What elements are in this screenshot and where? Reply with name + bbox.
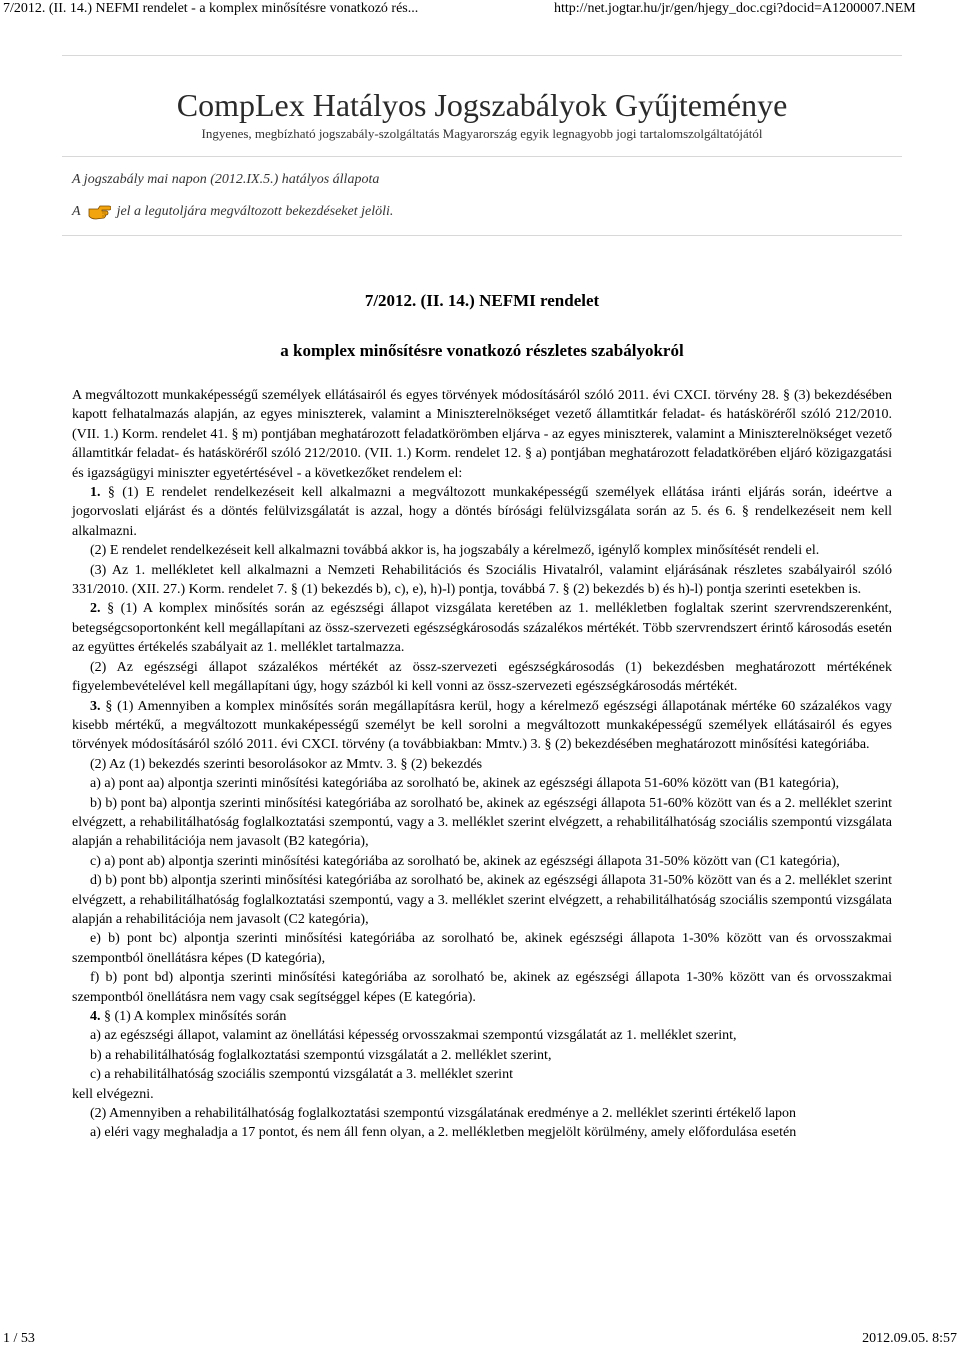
- print-header: [0, 0, 960, 20]
- legend-prefix: A: [72, 204, 81, 219]
- section-4-para-2-point-a: a) eléri vagy meghaladja a 17 pontot, és nem áll fenn olyan, a 2. mellékletben megjelölt körülmény, amely előfordulása esetén: [90, 1125, 797, 1141]
- legend-text: jel a legutoljára megváltozott bekezdéseket jelöli.: [116, 204, 394, 219]
- print-header-title: 7/2012. (II. 14.) NEFMI rendelet - a komplex minősítésre vonatkozó rés...: [3, 1, 419, 16]
- section-number: 1.: [90, 485, 101, 501]
- change-marker-legend: [72, 203, 892, 221]
- section-number: 2.: [90, 601, 101, 617]
- print-datetime: 2012.09.05. 8:57: [862, 1331, 957, 1346]
- section-3-point-b: b) b) pont ba) alpontja szerinti minősítési kategóriába az sorolható be, akinek az egészségi állapota 51-60% között van és a 2. melléklet szerint elvégzett, a rehabilitálhatóság foglalkoztatási szempontú, vagy a 3. melléklet szerint elvégzett, a rehabilitálhatóság szociális szempontú vizsgálata alapján a rehabilitációja nem javasolt (B2 kategória),: [72, 795, 892, 850]
- section-3-point-d: d) b) pont bb) alpontja szerinti minősítési kategóriába az sorolható be, akinek az egészségi állapota 31-50% között van és a 2. melléklet szerint elvégzett, a rehabilitálhatóság foglalkoztatási szempontú, vagy a 3. melléklet szerint elvégzett, a rehabilitálhatóság szociális szempontú vizsgálata alapján a rehabilitációja nem javasolt (C2 kategória),: [72, 873, 892, 927]
- preamble: A megváltozott munkaképességű személyek ellátásairól és egyes törvények módosításáról szóló 2011. évi CXCI. törvény 28. § (3) bekezdésében kapott felhatalmazás alapján, az egyes miniszterek, valamint a Miniszterelnökséget vezető államtitkár feladat- és hatásköréről szóló 212/2010. (VII. 1.) Korm. rendelet 41. § m) pontjában meghatározott feladatkörömben eljárva - az egyes miniszterek, valamint a Miniszterelnökséget vezető államtitkár feladat- és hatásköréről szóló 212/2010. (VII. 1.) Korm. rendelet 12. § a) pontjában meghatározott feladatkörében eljáró közigazgatási és igazságügyi miniszter egyetértésével - a következőket rendelem el:: [72, 388, 892, 481]
- print-header-url: http://net.jogtar.hu/jr/gen/hjegy_doc.cgi?docid=A1200007.NEM: [554, 1, 916, 16]
- section-2-para-1: 2. § (1) A komplex minősítés során az egészségi állapot vizsgálata keretében az 1. mellékletben foglaltak szerint szervrendszerenként, betegségcsoportonként kell megállapítani az össz-szervezeti egészségkárosodás százalékos mértékét. Több szervrendszert érintő károsodás esetén az együttes értékelés szabályait az 1. melléklet tartalmazza.: [72, 601, 893, 656]
- section-3-point-a: a) a) pont aa) alpontja szerinti minősítési kategóriába az sorolható be, akinek az egészségi állapota 51-60% között van (B1 kategória),: [90, 776, 840, 792]
- law-document: [62, 290, 902, 1143]
- section-4-para-2: (2) Amennyiben a rehabilitálhatóság foglalkoztatási szempontú vizsgálatának eredménye a 2. melléklet szerinti értékelő lapon: [90, 1106, 796, 1122]
- section-2-para-2: (2) Az egészségi állapot százalékos mértékét az össz-szervezeti egészségkárosodás (1) bekezdésben meghatározott mértékének figyelembevételével kell megállapítani úgy, hogy százból ki kell vonni az össz-szervezeti egészségkárosodás mértékét.: [72, 659, 892, 695]
- section-4-point-a: a) az egészségi állapot, valamint az önellátási képesség orvosszakmai szempontú vizsgálatát az 1. melléklet szerint,: [90, 1028, 737, 1044]
- section-3-point-e: e) b) pont bc) alpontja szerinti minősítési kategóriába az sorolható be, akinek egészségi állapota 1-30% között van és orvosszakmai szempontból önellátásra képes (D kategória),: [72, 931, 892, 966]
- document-body: [72, 386, 892, 1143]
- section-1-para-1: 1. § (1) E rendelet rendelkezéseit kell alkalmazni a megváltozott munkaképességű személyek ellátása iránti eljárás során, ideértve a jogorvoslati eljárást és a döntés felülvizsgálatát is azzal, hogy a döntés bírósági felülvizsgálata során az 5. és 6. § rendelkezéseit nem kell alkalmazni.: [72, 485, 893, 539]
- section-4-tail: kell elvégezni.: [72, 1086, 154, 1102]
- document-number: 7/2012. (II. 14.) NEFMI rendelet: [364, 291, 600, 310]
- divider: [62, 235, 902, 236]
- section-number: 4.: [90, 1009, 101, 1024]
- section-3-point-c: c) a) pont ab) alpontja szerinti minősítési kategóriába az sorolható be, akinek az egészségi állapota 31-50% között van (C1 kategória),: [90, 853, 840, 869]
- site-title: CompLex Hatályos Jogszabályok Gyűjteménye: [176, 87, 788, 123]
- divider: [62, 55, 902, 56]
- section-4-point-c: c) a rehabilitálhatóság szociális szempontú vizsgálatát a 3. melléklet szerint: [90, 1067, 513, 1083]
- section-number: 3.: [90, 698, 101, 714]
- site-subtitle: Ingyenes, megbízható jogszabály-szolgáltatás Magyarország egyik legnagyobb jogi tartalomszolgáltatójától: [201, 126, 763, 141]
- divider: [62, 156, 902, 157]
- print-footer: [0, 1328, 960, 1350]
- section-4-point-b: b) a rehabilitálhatóság foglalkoztatási szempontú vizsgálatát a 2. melléklet szerint,: [90, 1047, 552, 1063]
- pointing-hand-icon: [87, 203, 111, 221]
- section-3-para-1: 3. § (1) Amennyiben a komplex minősítés során megállapításra kerül, hogy a kérelmező egészségi állapotának mértéke 60 százalékos vagy kisebb mértékű, a megváltozott munkaképességű személyt be kell sorolni a megváltozott munkaképességű személyek ellátásairól és egyes törvények módosításáról szóló 2011. évi CXCI. törvény (a továbbiakban: Mmtv.) 3. § (2) bekezdésében meghatározott minősítési kategóriába.: [72, 698, 893, 753]
- section-1-para-3: (3) Az 1. mellékletet kell alkalmazni a Nemzeti Rehabilitációs és Szociális Hivatalról, valamint eljárásának részletes szabályairól szóló 331/2010. (XII. 27.) Korm. rendelet 7. § (1) bekezdés b), c), e), h)-l) pontja, továbbá 7. § (2) bekezdés b) és h)-l) pontja szerinti esetekben is.: [72, 562, 892, 598]
- effective-state-note: A jogszabály mai napon (2012.IX.5.) hatályos állapota: [72, 172, 380, 187]
- page-counter: 1 / 53: [3, 1331, 35, 1346]
- document-title: a komplex minősítésre vonatkozó részletes szabályokról: [280, 341, 684, 360]
- section-1-para-2: (2) E rendelet rendelkezéseit kell alkalmazni továbbá akkor is, ha jogszabály a kérelmező, igénylő komplex minősítését rendeli el.: [90, 543, 820, 559]
- section-4-para-1: 4. § (1) A komplex minősítés során: [90, 1009, 287, 1024]
- section-3-point-f: f) b) pont bd) alpontja szerinti minősítési kategóriába az sorolható be, akinek az egészségi állapota 1-30% között van és orvosszakmai szempontból önellátásra nem vagy csak segítséggel képes (E kategória).: [72, 970, 892, 1005]
- page-content: [62, 55, 902, 1143]
- section-3-para-2: (2) Az (1) bekezdés szerinti besorolásokor az Mmtv. 3. § (2) bekezdés: [90, 756, 483, 772]
